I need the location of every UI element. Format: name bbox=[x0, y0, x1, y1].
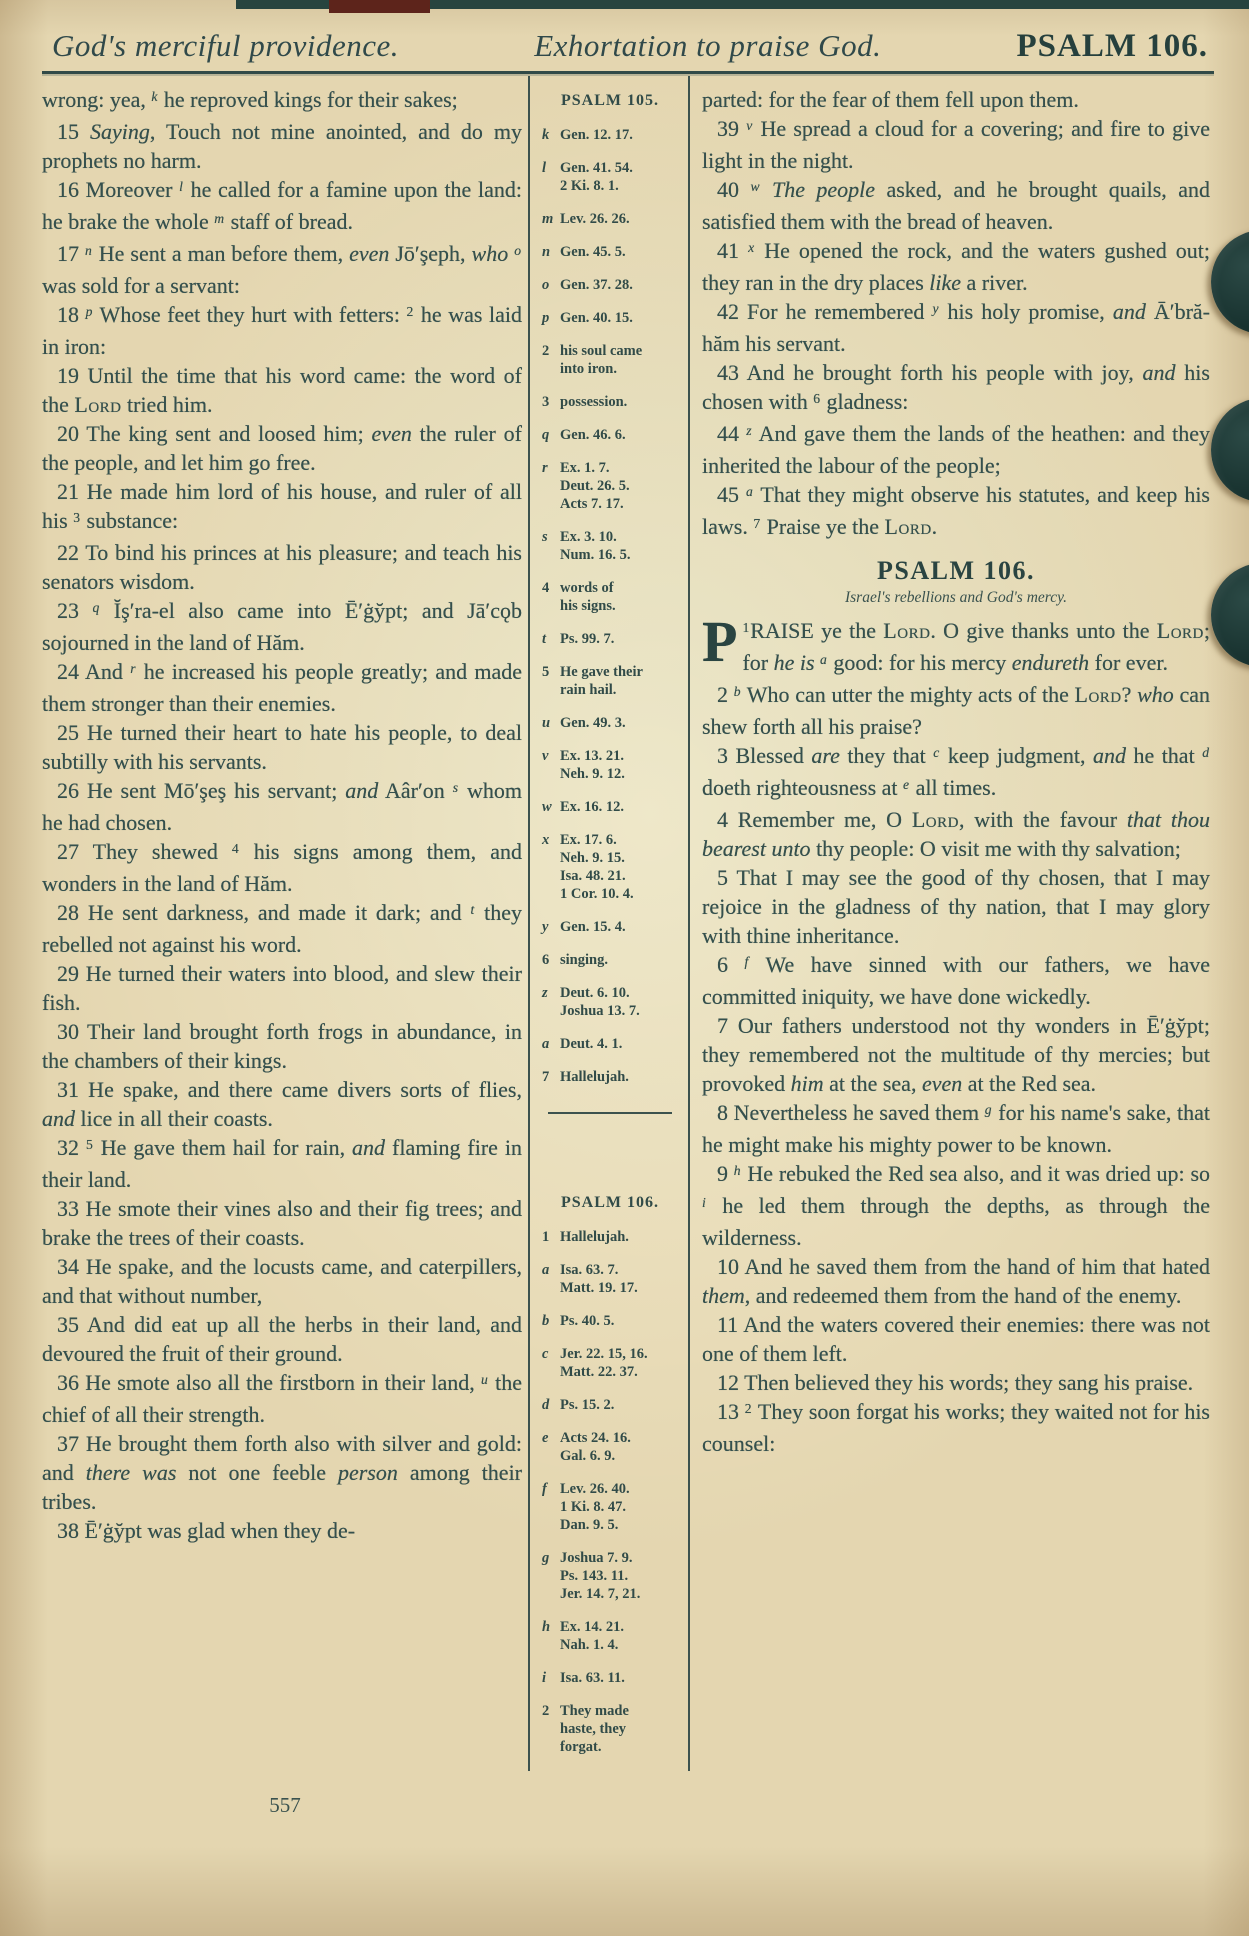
reference-marker: d bbox=[1202, 744, 1209, 760]
reference-marker: f bbox=[542, 1481, 547, 1497]
reference-line: Deut. 6. 10. bbox=[560, 985, 630, 1001]
reference-marker: z bbox=[542, 985, 548, 1001]
verse-paragraph: 20 The king sent and loosed him; even the ruler of the people, and let him go free. bbox=[42, 421, 522, 475]
cross-reference bbox=[542, 393, 678, 411]
reference-line: Joshua 7. 9. bbox=[560, 1550, 633, 1566]
psalm-106-heading: PSALM 106. bbox=[877, 556, 1035, 585]
psalm-106-text bbox=[702, 609, 1211, 1458]
cross-reference bbox=[542, 276, 678, 294]
italic-word: even bbox=[349, 241, 390, 266]
reference-marker: r bbox=[130, 660, 136, 676]
cross-reference bbox=[542, 1228, 678, 1246]
verse-paragraph: 43 And he brought forth his people with joy, and his chosen with $^6$ gladness: bbox=[702, 360, 1210, 414]
bookmark-ribbon bbox=[329, 0, 430, 13]
reference-marker: w bbox=[750, 178, 760, 194]
italic-word: and bbox=[1142, 360, 1176, 385]
reference-text bbox=[560, 528, 678, 564]
cross-reference-column bbox=[528, 76, 690, 1771]
reference-text bbox=[560, 714, 678, 732]
reference-marker: 4 bbox=[231, 840, 239, 856]
cross-reference bbox=[542, 798, 678, 816]
reference-text bbox=[560, 1396, 678, 1414]
reference-text bbox=[560, 1068, 678, 1086]
reference-marker: 2 bbox=[406, 303, 414, 319]
reference-line: Gen. 49. 3. bbox=[560, 715, 626, 731]
reference-line: singing. bbox=[560, 952, 608, 968]
cross-reference bbox=[542, 309, 678, 327]
reference-marker: 2 bbox=[542, 1703, 550, 1719]
reference-marker: m bbox=[214, 210, 225, 226]
reference-line: 2 Ki. 8. 1. bbox=[560, 178, 619, 194]
verse-paragraph: 11 And the waters covered their enemies: there was not one of them left. bbox=[702, 1312, 1210, 1366]
reference-marker: b bbox=[542, 1313, 550, 1329]
reference-line: Ps. 40. 5. bbox=[560, 1313, 615, 1329]
reference-line: Gen. 40. 15. bbox=[560, 310, 633, 326]
cross-reference bbox=[542, 243, 678, 261]
cross-reference bbox=[542, 747, 678, 783]
reference-marker: b bbox=[733, 683, 741, 699]
verse-paragraph: 22 To bind his princes at his pleasure; and teach his senators wisdom. bbox=[42, 540, 522, 594]
verse-paragraph: 31 He spake, and there came divers sorts of flies, and lice in all their coasts. bbox=[42, 1077, 522, 1131]
small-caps-word: Lord bbox=[883, 618, 931, 643]
reference-marker: 4 bbox=[542, 580, 550, 596]
italic-word: who bbox=[1137, 682, 1174, 707]
reference-marker: o bbox=[514, 242, 522, 258]
cross-reference bbox=[542, 342, 678, 378]
italic-word: them bbox=[702, 1283, 745, 1308]
reference-marker: q bbox=[92, 599, 100, 615]
reference-marker: s bbox=[452, 779, 459, 795]
verse-paragraph: 17 $^n$ He sent a man before them, even Jō′şeph, who $^o$ was sold for a servant: bbox=[42, 241, 522, 298]
reference-line: Isa. 63. 7. bbox=[560, 1262, 619, 1278]
reference-line: Gen. 46. 6. bbox=[560, 427, 626, 443]
italic-word: and bbox=[352, 1135, 386, 1160]
reference-text bbox=[560, 831, 678, 903]
reference-text bbox=[560, 747, 678, 783]
reference-marker: n bbox=[84, 242, 92, 258]
reference-line: Gen. 12. 17. bbox=[560, 127, 633, 143]
reference-text bbox=[560, 1312, 678, 1330]
reference-marker: v bbox=[746, 117, 753, 133]
reference-line: haste, they bbox=[560, 1721, 627, 1737]
reference-marker: c bbox=[542, 1346, 549, 1362]
reference-text bbox=[560, 918, 678, 936]
verse-paragraph: parted: for the fear of them fell upon them. bbox=[702, 87, 1079, 112]
italic-word: Saying bbox=[90, 119, 150, 144]
verse-paragraph: 12 Then believed they his words; they sang his praise. bbox=[717, 1370, 1194, 1395]
reference-marker: 3 bbox=[73, 509, 80, 525]
verse-paragraph: 45 $^a$ That they might observe his statutes, and keep his laws. $^7$ Praise ye the Lord. bbox=[702, 482, 1210, 539]
reference-marker: 3 bbox=[542, 394, 550, 410]
reference-line: Gen. 37. 28. bbox=[560, 277, 633, 293]
reference-text bbox=[560, 1549, 678, 1603]
reference-text bbox=[560, 579, 678, 615]
verse-paragraph: 4 Remember me, O Lord, with the favour that thou bearest unto thy people: O visit me with thy salvation; bbox=[702, 807, 1210, 861]
cross-reference bbox=[542, 1549, 678, 1603]
italic-word: The people bbox=[771, 177, 876, 202]
reference-line: Ps. 15. 2. bbox=[560, 1397, 615, 1413]
reference-line: his soul came bbox=[560, 343, 643, 359]
reference-marker: q bbox=[542, 427, 550, 443]
cross-reference bbox=[542, 1669, 678, 1687]
italic-word: and bbox=[1112, 299, 1146, 324]
reference-marker: s bbox=[542, 529, 548, 545]
reference-text bbox=[560, 984, 678, 1020]
reference-line: Ex. 3. 10. bbox=[560, 529, 617, 545]
reference-marker: f bbox=[744, 953, 749, 969]
reference-line: into iron. bbox=[560, 361, 617, 377]
psalm-105-continuation bbox=[702, 85, 1210, 544]
reference-text bbox=[560, 1480, 678, 1534]
reference-marker: v bbox=[542, 748, 549, 764]
verse-paragraph: 18 $^p$ Whose feet they hurt with fetters: $^2$ he was laid in iron: bbox=[42, 302, 523, 359]
cross-reference bbox=[542, 1702, 678, 1756]
reference-marker: g bbox=[542, 1550, 550, 1566]
reference-marker: e bbox=[542, 1430, 549, 1446]
reference-line: Gen. 45. 5. bbox=[560, 244, 626, 260]
reference-line: Ex. 17. 6. bbox=[560, 832, 617, 848]
cross-reference bbox=[542, 1429, 678, 1465]
verse-paragraph: 41 $^x$ He opened the rock, and the waters gushed out; they ran in the dry places like a river. bbox=[702, 238, 1211, 295]
verse-paragraph: 33 He smote their vines also and their fig trees; and brake the trees of their coasts. bbox=[42, 1196, 522, 1250]
reference-line: Acts 7. 17. bbox=[560, 496, 624, 512]
running-head bbox=[42, 28, 1214, 71]
reference-text bbox=[560, 1618, 678, 1654]
psalm-106-subtitle: Israel's rebellions and God's mercy. bbox=[844, 589, 1068, 606]
reference-line: Ex. 14. 21. bbox=[560, 1619, 625, 1635]
cross-reference bbox=[542, 426, 678, 444]
verse-paragraph: 38 Ē′ġy̆pt was glad when they de- bbox=[57, 1518, 356, 1543]
reference-marker: g bbox=[984, 1101, 992, 1117]
left-text-column bbox=[42, 76, 528, 1771]
drop-cap: P bbox=[702, 609, 738, 674]
reference-marker: y bbox=[932, 300, 939, 316]
reference-marker: a bbox=[542, 1036, 550, 1052]
verse-paragraph: 7 Our fathers understood not thy wonders in Ē′ġy̆pt; they remembered not the multitude of thy mercies; but provoked him at the sea, even at the Red sea. bbox=[702, 1013, 1210, 1096]
verse-paragraph: 8 Nevertheless he saved them $^g$ for his name's sake, that he might make his mighty power to be known. bbox=[702, 1100, 1211, 1157]
reference-text bbox=[560, 1261, 678, 1297]
reference-marker: l bbox=[542, 160, 547, 176]
reference-line: Ex. 16. 12. bbox=[560, 799, 625, 815]
reference-text bbox=[560, 309, 678, 327]
cross-reference bbox=[542, 1618, 678, 1654]
running-head-left: God's merciful providence. bbox=[52, 28, 400, 63]
verse-paragraph: 35 And did eat up all the herbs in their land, and devoured the fruit of their ground. bbox=[42, 1312, 522, 1366]
thumb-index-tab bbox=[1211, 230, 1249, 334]
reference-group-title: PSALM 106. bbox=[561, 1194, 659, 1211]
verse-paragraph: 23 $^q$ Ĭş′ra-el also came into Ē′ġy̆pt; and Jā′cǫb sojourned in the land of Hăm. bbox=[42, 598, 522, 655]
cross-reference bbox=[542, 210, 678, 228]
italic-word: person bbox=[337, 1460, 398, 1485]
reference-line: Lev. 26. 40. bbox=[560, 1481, 630, 1497]
reference-line: his signs. bbox=[560, 598, 616, 614]
small-caps-word: Lord bbox=[884, 514, 932, 539]
verse-paragraph: 42 For he remembered $^y$ his holy promise, and Ā′bră-hăm his servant. bbox=[702, 299, 1211, 356]
cross-reference bbox=[542, 1068, 678, 1086]
verse-paragraph: 30 Their land brought forth frogs in abundance, in the chambers of their kings. bbox=[42, 1019, 522, 1073]
reference-line: Dan. 9. 5. bbox=[560, 1517, 619, 1533]
cross-reference bbox=[542, 1312, 678, 1330]
verse-paragraph: 9 $^h$ He rebuked the Red sea also, and it was dried up: so $^i$ he led them through the depths, as through the wilderness. bbox=[702, 1161, 1211, 1250]
verse-paragraph: 6 $^f$ We have sinned with our fathers, we have committed iniquity, we have done wickedly. bbox=[702, 952, 1210, 1009]
reference-group bbox=[542, 1194, 678, 1756]
reference-line: Num. 16. 5. bbox=[560, 547, 631, 563]
reference-text bbox=[560, 159, 678, 195]
reference-text bbox=[560, 1345, 678, 1381]
reference-line: Isa. 63. 11. bbox=[560, 1670, 625, 1686]
reference-line: possession. bbox=[560, 394, 628, 410]
reference-marker: 2 bbox=[542, 343, 550, 359]
verse-paragraph: 5 That I may see the good of thy chosen, that I may rejoice in the gladness of thy nation, that I may glory with thine inheritance. bbox=[702, 865, 1210, 948]
reference-marker: z bbox=[746, 422, 752, 438]
reference-line: Neh. 9. 12. bbox=[560, 766, 625, 782]
reference-marker: y bbox=[542, 919, 549, 935]
cross-reference bbox=[542, 630, 678, 648]
reference-line: Ps. 143. 11. bbox=[560, 1568, 629, 1584]
verse-paragraph: 15 Saying, Touch not mine anointed, and do my prophets no harm. bbox=[42, 119, 522, 173]
cross-reference bbox=[542, 831, 678, 903]
reference-text bbox=[560, 342, 678, 378]
verse-number: 1 bbox=[742, 619, 750, 635]
cross-reference bbox=[542, 663, 678, 699]
verse-paragraph: 25 He turned their heart to hate his people, to deal subtilly with his servants. bbox=[42, 720, 522, 774]
reference-marker: h bbox=[542, 1619, 551, 1635]
reference-line: forgat. bbox=[560, 1739, 602, 1755]
reference-text bbox=[560, 276, 678, 294]
cross-reference bbox=[542, 918, 678, 936]
verse-paragraph: 24 And $^r$ he increased his people greatly; and made them stronger than their enemies. bbox=[42, 659, 522, 716]
verse-paragraph: 3 Blessed are they that $^c$ keep judgment, and he that $^d$ doeth righteousness at $^e$ all times. bbox=[702, 743, 1209, 800]
reference-text bbox=[560, 798, 678, 816]
thumb-index-tab bbox=[1211, 563, 1249, 667]
cross-reference bbox=[542, 984, 678, 1020]
verse-paragraph: 39 $^v$ He spread a cloud for a covering; and fire to give light in the night. bbox=[702, 116, 1210, 173]
reference-line: words of bbox=[560, 580, 614, 596]
cross-reference bbox=[542, 159, 678, 195]
verse-paragraph-dropcap: $^1$ P RAISE ye the Lord. O give thanks unto the Lord; for he is $^a$ good: for his mercy endureth for ever. bbox=[702, 609, 1210, 675]
reference-marker: o bbox=[542, 277, 550, 293]
reference-marker: 7 bbox=[542, 1069, 550, 1085]
page-number: 557 bbox=[269, 1793, 301, 1817]
italic-word: and bbox=[1092, 743, 1126, 768]
verse-paragraph: 40 $^w$ The people asked, and he brought quails, and satisfied them with the bread of heaven. bbox=[702, 177, 1211, 234]
reference-text bbox=[560, 1035, 678, 1053]
reference-text bbox=[560, 1669, 678, 1687]
reference-line: Lev. 26. 26. bbox=[560, 211, 630, 227]
verse-paragraph: 26 He sent Mō′şeş his servant; and Aâr′on $^s$ whom he had chosen. bbox=[42, 778, 522, 835]
reference-marker: n bbox=[542, 244, 551, 260]
verse-paragraph: 36 He smote also all the firstborn in their land, $^u$ the chief of all their strength. bbox=[42, 1370, 522, 1427]
reference-line: Gal. 6. 9. bbox=[560, 1448, 616, 1464]
reference-line: Neh. 9. 15. bbox=[560, 850, 625, 866]
reference-line: 1 Cor. 10. 4. bbox=[560, 886, 634, 902]
reference-marker: a bbox=[745, 483, 753, 499]
reference-line: rain hail. bbox=[560, 682, 617, 698]
verse-paragraph: 29 He turned their waters into blood, and slew their fish. bbox=[42, 961, 522, 1015]
verse-paragraph: wrong: yea, $^k$ he reproved kings for their sakes; bbox=[42, 87, 458, 112]
cross-reference bbox=[542, 459, 678, 513]
cross-reference bbox=[542, 126, 678, 144]
reference-text bbox=[560, 663, 678, 699]
verse-paragraph: 13 $^2$ They soon forgat his works; they waited not for his counsel: bbox=[702, 1399, 1210, 1456]
reference-line: Ps. 99. 7. bbox=[560, 631, 615, 647]
reference-marker: i bbox=[542, 1670, 547, 1686]
reference-group-title: PSALM 105. bbox=[561, 92, 659, 109]
reference-line: Ex. 13. 21. bbox=[560, 748, 625, 764]
reference-marker: 2 bbox=[744, 1400, 752, 1416]
reference-line: Hallelujah. bbox=[560, 1229, 629, 1245]
italic-word: like bbox=[929, 270, 962, 295]
reference-line: 1 Ki. 8. 47. bbox=[560, 1499, 627, 1515]
italic-word: who bbox=[471, 241, 509, 266]
verse-paragraph: 10 And he saved them from the hand of him that hated them, and redeemed them from the hand of the enemy. bbox=[702, 1254, 1210, 1308]
reference-text bbox=[560, 1702, 678, 1756]
reference-marker: e bbox=[903, 776, 910, 792]
verse-paragraph: 28 He sent darkness, and made it dark; and $^t$ they rebelled not against his word. bbox=[42, 900, 522, 957]
reference-text bbox=[560, 393, 678, 411]
reference-marker: u bbox=[542, 715, 551, 731]
cross-reference bbox=[542, 579, 678, 615]
reference-line: Matt. 19. 17. bbox=[560, 1280, 638, 1296]
italic-word: and bbox=[42, 1106, 75, 1131]
thumb-index-tab bbox=[1211, 398, 1249, 502]
reference-marker: u bbox=[481, 1371, 488, 1387]
reference-text bbox=[560, 630, 678, 648]
reference-marker: x bbox=[748, 239, 755, 255]
reference-marker: a bbox=[820, 651, 827, 667]
small-caps-word: Lord bbox=[1156, 618, 1204, 643]
reference-line: Matt. 22. 37. bbox=[560, 1364, 638, 1380]
reference-text bbox=[560, 951, 678, 969]
reference-marker: 1 bbox=[542, 1229, 550, 1245]
small-caps-word: Lord bbox=[911, 807, 959, 832]
reference-marker: 6 bbox=[813, 390, 821, 406]
italic-word: and bbox=[345, 778, 379, 803]
small-caps-word: Lord bbox=[1074, 682, 1122, 707]
right-text-column bbox=[690, 76, 1214, 1771]
italic-word: there was bbox=[85, 1460, 177, 1485]
reference-text bbox=[560, 459, 678, 513]
reference-line: Jer. 14. 7, 21. bbox=[560, 1586, 641, 1602]
reference-line: Deut. 4. 1. bbox=[560, 1036, 623, 1052]
italic-word: even bbox=[371, 421, 412, 446]
reference-marker: t bbox=[470, 901, 475, 917]
running-head-psalm: PSALM 106. bbox=[1016, 28, 1208, 64]
reference-marker: k bbox=[542, 127, 550, 143]
reference-marker: h bbox=[733, 1162, 741, 1178]
reference-line: Acts 24. 16. bbox=[560, 1430, 631, 1446]
cross-reference bbox=[542, 1396, 678, 1414]
reference-marker: x bbox=[542, 832, 550, 848]
italic-word: that thou bearest unto bbox=[702, 807, 1210, 861]
italic-word: he is bbox=[773, 650, 815, 675]
italic-word: even bbox=[921, 1071, 963, 1096]
verse-paragraph: 16 Moreover $^l$ he called for a famine upon the land: he brake the whole $^m$ staff of bread. bbox=[42, 177, 522, 234]
reference-marker: t bbox=[542, 631, 547, 647]
verse-paragraph: 21 He made him lord of his house, and ruler of all his $^3$ substance: bbox=[42, 479, 522, 533]
cross-reference bbox=[542, 951, 678, 969]
italic-word: are bbox=[811, 743, 840, 768]
page-content bbox=[42, 28, 1214, 1818]
verse-paragraph: 19 Until the time that his word came: the word of the Lord tried him. bbox=[42, 363, 522, 417]
reference-divider bbox=[548, 1112, 672, 1114]
header-rule bbox=[42, 71, 1214, 74]
cross-reference bbox=[542, 1345, 678, 1381]
reference-text bbox=[560, 1228, 678, 1246]
running-head-center: Exhortation to praise God. bbox=[534, 28, 882, 63]
reference-marker: 5 bbox=[542, 664, 550, 680]
reference-marker: m bbox=[542, 211, 554, 227]
reference-marker: 7 bbox=[753, 515, 761, 531]
cross-reference bbox=[542, 1480, 678, 1534]
reference-line: Nah. 1. 4. bbox=[560, 1637, 619, 1653]
verse-paragraph: 34 He spake, and the locusts came, and caterpillers, and that without number, bbox=[42, 1254, 522, 1308]
cross-reference bbox=[542, 714, 678, 732]
reference-line: Isa. 48. 21. bbox=[560, 868, 626, 884]
reference-group bbox=[542, 92, 678, 1086]
reference-marker: 6 bbox=[542, 952, 550, 968]
reference-line: They made bbox=[560, 1703, 629, 1719]
reference-marker: i bbox=[702, 1194, 706, 1210]
reference-marker: p bbox=[85, 303, 93, 319]
reference-line: Hallelujah. bbox=[560, 1069, 629, 1085]
reference-line: Gen. 15. 4. bbox=[560, 919, 626, 935]
italic-word: endureth bbox=[1011, 650, 1090, 675]
verse-paragraph: 37 He brought them forth also with silver and gold: and there was not one feeble person among their tribes. bbox=[42, 1431, 523, 1514]
reference-marker: d bbox=[542, 1397, 550, 1413]
verse-paragraph: 27 They shewed $^4$ his signs among them, and wonders in the land of Hăm. bbox=[42, 839, 522, 896]
reference-text bbox=[560, 126, 678, 144]
cross-reference bbox=[542, 1261, 678, 1297]
cross-reference bbox=[542, 528, 678, 564]
reference-line: Ex. 1. 7. bbox=[560, 460, 610, 476]
text-columns bbox=[42, 76, 1214, 1771]
reference-marker: p bbox=[542, 310, 550, 326]
reference-line: Jer. 22. 15, 16. bbox=[560, 1346, 648, 1362]
cross-reference bbox=[542, 1035, 678, 1053]
verse-paragraph: 44 $^z$ And gave them the lands of the heathen: and they inherited the labour of the people; bbox=[702, 421, 1211, 478]
reference-marker: a bbox=[542, 1262, 550, 1278]
reference-text bbox=[560, 426, 678, 444]
italic-word: him bbox=[790, 1071, 824, 1096]
reference-marker: c bbox=[933, 744, 940, 760]
reference-line: Gen. 41. 54. bbox=[560, 160, 633, 176]
verse-paragraph: 2 $^b$ Who can utter the mighty acts of the Lord? who can shew forth all his praise? bbox=[702, 682, 1210, 739]
reference-marker: w bbox=[542, 799, 552, 815]
reference-marker: l bbox=[179, 178, 183, 194]
reference-text bbox=[560, 243, 678, 261]
reference-marker: r bbox=[542, 460, 548, 476]
verse-paragraph: 32 $^5$ He gave them hail for rain, and flaming fire in their land. bbox=[42, 1135, 523, 1192]
reference-text bbox=[560, 210, 678, 228]
reference-line: He gave their bbox=[560, 664, 643, 680]
reference-text bbox=[560, 1429, 678, 1465]
reference-line: Deut. 26. 5. bbox=[560, 478, 630, 494]
reference-marker: k bbox=[151, 88, 158, 104]
small-caps-word: Lord bbox=[74, 392, 122, 417]
reference-line: Joshua 13. 7. bbox=[560, 1003, 640, 1019]
reference-marker: 5 bbox=[85, 1136, 93, 1152]
